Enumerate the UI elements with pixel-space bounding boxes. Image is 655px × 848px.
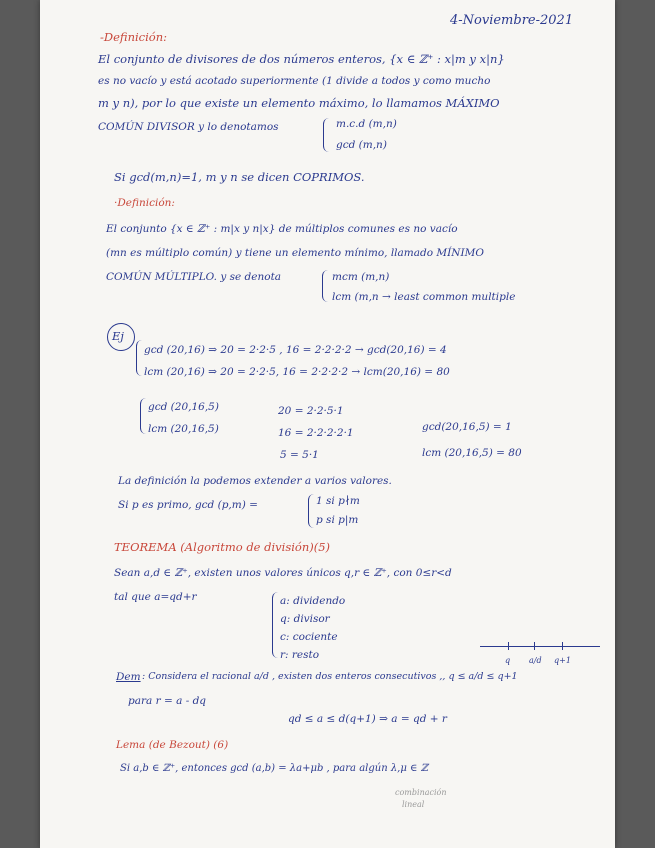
- definition-line: es no vacío y está acotado superiormente (1 divide a todos y como mucho: [98, 75, 491, 87]
- lemma-note: combinación: [395, 788, 447, 797]
- theorem-part: q: divisor: [280, 613, 330, 625]
- lcm-notation: mcm (m,n): [332, 271, 390, 283]
- brace: [323, 118, 330, 152]
- number-line: [480, 646, 600, 647]
- example-label: Ej: [112, 329, 124, 343]
- brace: [322, 270, 329, 302]
- proof-line: qd ≤ a ≤ d(q+1) ⇒ a = qd + r: [288, 713, 447, 725]
- definition-line: El conjunto de divisores de dos números enteros, {x ∈ ℤ⁺ : x|m y x|n}: [98, 52, 505, 66]
- number-line-label: a/d: [529, 656, 542, 665]
- definition-line: El conjunto {x ∈ ℤ⁺ : m|x y n|x} de múltiplos comunes es no vacío: [106, 223, 458, 235]
- proof-label: Dem: [116, 671, 141, 683]
- extension-note: La definición la podemos extender a varios valores.: [118, 475, 392, 487]
- notebook-page: [40, 0, 615, 848]
- theorem-part: r: resto: [280, 649, 320, 661]
- theorem-part: a: dividendo: [280, 595, 346, 607]
- number-line-tick: [562, 642, 563, 650]
- brace: [136, 340, 142, 376]
- factorization: 20 = 2·2·5·1: [278, 405, 344, 417]
- number-line-tick: [534, 642, 535, 650]
- theorem-title: TEOREMA (Algoritmo de división)(5): [114, 540, 331, 554]
- number-line-tick: [508, 642, 509, 650]
- definition-line: COMÚN DIVISOR y lo denotamos: [98, 121, 279, 133]
- date: 4-Noviembre-2021: [450, 13, 574, 28]
- theorem-part: c: cociente: [280, 631, 338, 643]
- number-line-label: q: [505, 656, 511, 665]
- example-row: lcm (20,16) ⇒ 20 = 2·2·5, 16 = 2·2·2·2 → lcm(20,16) = 80: [144, 366, 450, 378]
- gcd-notation: gcd (m,n): [336, 139, 387, 151]
- example-result: gcd(20,16,5) = 1: [422, 421, 512, 433]
- lcm-notation: lcm (m,n → least common multiple: [332, 291, 516, 303]
- number-line-label: q+1: [554, 656, 571, 665]
- definition-line: COMÚN MÚLTIPLO. y se denota: [106, 271, 282, 283]
- example-row: gcd (20,16,5): [148, 401, 219, 413]
- proof-line: : Considera el racional a/d , existen dos enteros consecutivos ,, q ≤ a/d ≤ q+1: [142, 671, 518, 682]
- factorization: 5 = 5·1: [280, 449, 319, 461]
- theorem-line: tal que a=qd+r: [114, 591, 197, 603]
- definition-title: ·Definición:: [114, 197, 175, 209]
- factorization: 16 = 2·2·2·2·1: [278, 427, 354, 439]
- gcd-notation: m.c.d (m,n): [336, 118, 397, 130]
- example-row: lcm (20,16,5): [148, 423, 219, 435]
- prime-case: p si p|m: [316, 514, 359, 526]
- theorem-line: Sean a,d ∈ ℤ⁺, existen unos valores únicos q,r ∈ ℤ⁺, con 0≤r<d: [114, 567, 452, 579]
- lemma-title: Lema (de Bezout) (6): [116, 739, 229, 751]
- example-row: gcd (20,16) ⇒ 20 = 2·2·5 , 16 = 2·2·2·2 → gcd(20,16) = 4: [144, 344, 447, 356]
- definition-title: -Definición:: [100, 30, 167, 44]
- lemma-line: Si a,b ∈ ℤ⁺, entonces gcd (a,b) = λa+μb , para algún λ,μ ∈ ℤ: [120, 763, 428, 774]
- example-result: lcm (20,16,5) = 80: [422, 447, 522, 459]
- brace: [272, 592, 279, 658]
- definition-line: m y n), por lo que existe un elemento máximo, lo llamamos MÁXIMO: [98, 96, 500, 110]
- proof-line: para r = a - dq: [128, 695, 207, 707]
- lemma-note: lineal: [402, 800, 425, 809]
- prime-statement: Si p es primo, gcd (p,m) =: [118, 499, 258, 511]
- definition-line: (mn es múltiplo común) y tiene un elemento mínimo, llamado MÍNIMO: [106, 247, 484, 259]
- coprime-statement: Si gcd(m,n)=1, m y n se dicen COPRIMOS.: [114, 170, 365, 184]
- prime-case: 1 si p∤m: [316, 495, 360, 507]
- brace: [308, 494, 315, 528]
- brace: [140, 398, 146, 434]
